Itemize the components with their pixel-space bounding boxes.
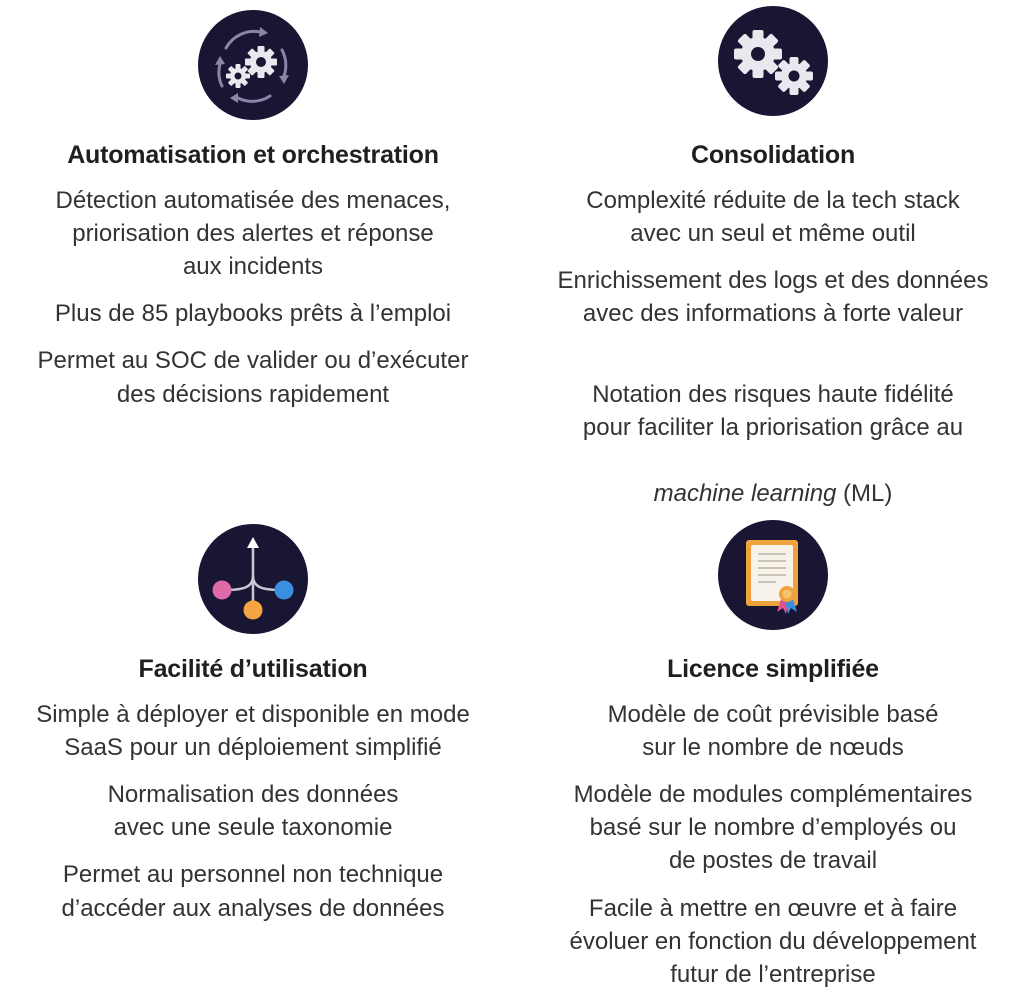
feature-point: Simple à déployer et disponible en mode SaaS pour un déploiement simplifié: [36, 701, 470, 762]
feature-point-italic: machine learning: [653, 479, 837, 507]
feature-point: Normalisation des données avec une seule taxonomie: [107, 781, 399, 842]
branching-arrow-icon: [198, 524, 308, 634]
feature-point: Enrichissement des logs et des données avec des informations à forte valeur: [557, 267, 989, 328]
feature-title: Consolidation: [690, 141, 856, 169]
feature-title: Facilité d’utilisation: [138, 655, 368, 683]
feature-point: Permet au personnel non technique d’accéder aux analyses de données: [61, 861, 445, 922]
feature-point-ml: [520, 344, 1012, 510]
feature-point: Permet au SOC de valider ou d’exécuter des décisions rapidement: [37, 347, 469, 408]
feature-point: Détection automatisée des menaces, priorisation des alertes et réponse aux incidents: [55, 187, 451, 281]
feature-point: Complexité réduite de la tech stack avec un seul et même outil: [586, 187, 960, 248]
feature-point: Modèle de coût prévisible basé sur le nombre de nœuds: [607, 701, 939, 762]
feature-licensing: [520, 520, 1012, 991]
feature-title: Automatisation et orchestration: [67, 141, 439, 169]
gears-icon: [718, 6, 828, 116]
feature-ease-of-use: [0, 524, 506, 925]
certificate-icon: [718, 520, 828, 630]
feature-consolidation: [520, 6, 1012, 510]
feature-point: Modèle de modules complémentaires basé sur le nombre d’employés ou de postes de travail: [573, 781, 973, 875]
feature-automation: [0, 10, 506, 411]
feature-point-text: Notation des risques haute fidélité pour faciliter la priorisation grâce au: [582, 380, 964, 441]
feature-title: Licence simplifiée: [667, 655, 879, 683]
feature-point: Facile à mettre en œuvre et à faire évoluer en fonction du développement futur de l’entreprise: [569, 894, 977, 988]
gears-cycle-icon: [198, 10, 308, 120]
feature-point-suffix: (ML): [836, 479, 893, 507]
feature-point: Plus de 85 playbooks prêts à l’emploi: [54, 300, 452, 328]
